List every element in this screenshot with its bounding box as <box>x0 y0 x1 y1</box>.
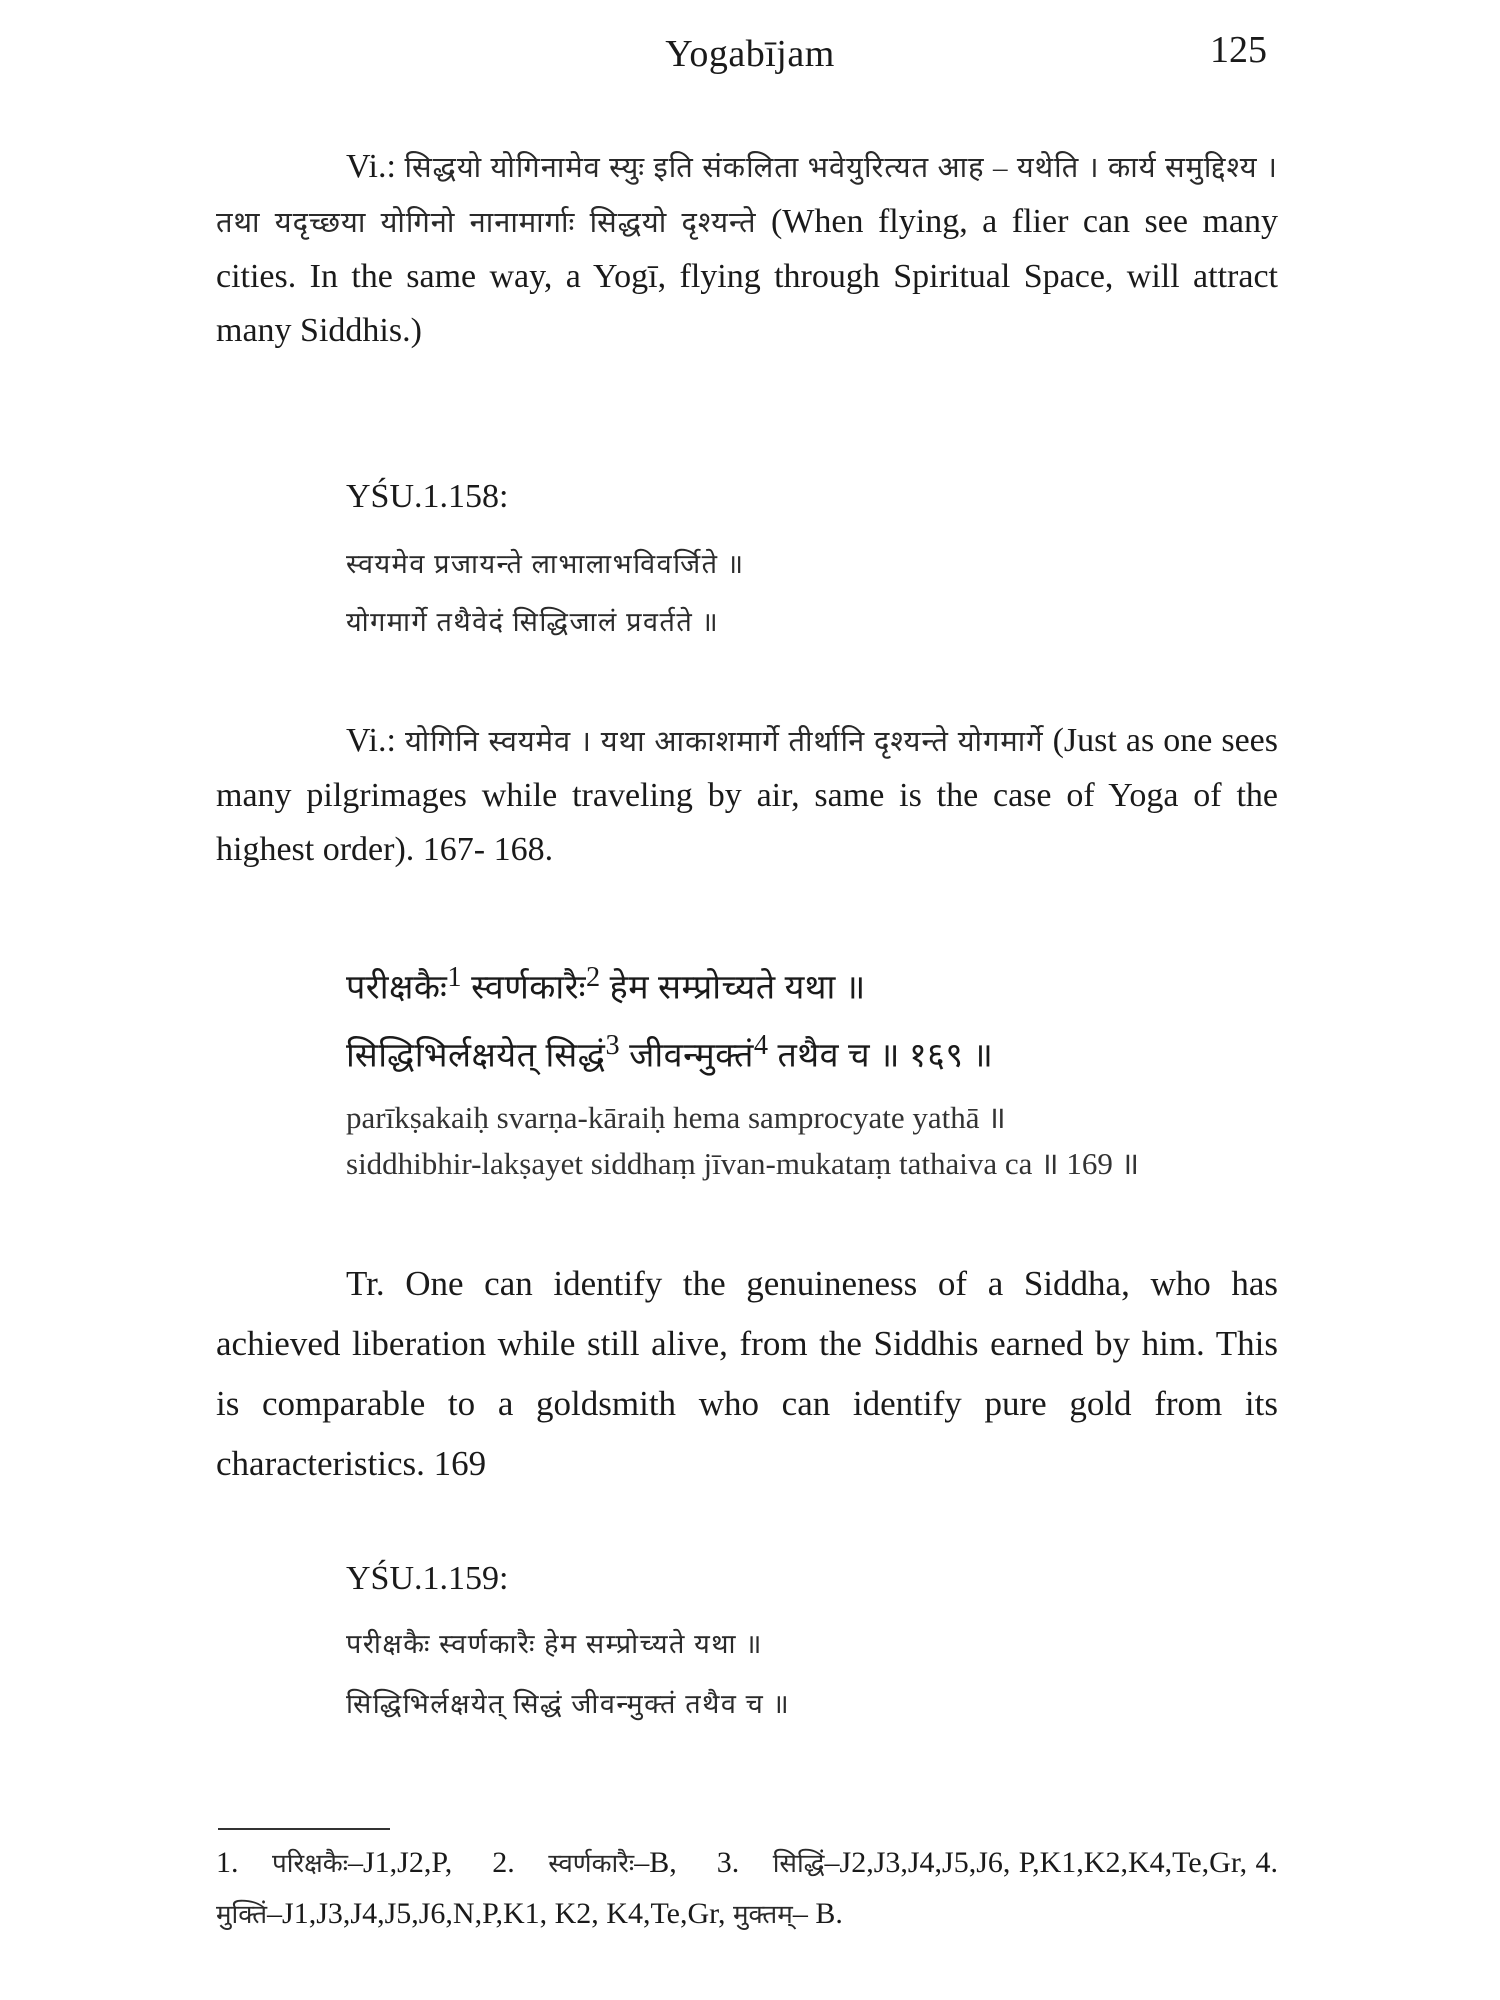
verse-158-line-1: स्वयमेव प्रजायन्ते लाभालाभविवर्जिते ॥ <box>346 549 745 579</box>
footnote-marker[interactable]: 3 <box>605 1030 621 1061</box>
footnote-divider <box>218 1828 390 1830</box>
verse-range-ref: 167- 168. <box>422 831 554 868</box>
commentary-lead: Vi.: <box>346 722 396 759</box>
translation-paragraph <box>216 1254 1278 1494</box>
verse-159-line-1: परीक्षकैः स्वर्णकारैः हेम सम्प्रोच्यते यथा ॥ <box>346 1629 763 1659</box>
footnotes: 1. परिक्षकैः–J1,J2,P, 2. स्वर्णकारैः–B, 3. सिद्धिं–J2,J3,J4,J5,J6, P,K1,K2,K4,Te,Gr, 4. मुक्तिं–J1,J3,J4,J5,J6,N,P,K1, K2, K4,Te,Gr, मुक्तम्– B. <box>216 1846 1279 1930</box>
footnote-marker[interactable]: 4 <box>753 1030 769 1061</box>
page-number: 125 <box>1210 29 1267 71</box>
commentary-paragraph-1 <box>216 140 1278 358</box>
verse-169-line-2: सिद्धिभिर्लक्षयेत् सिद्धं$^3$ जीवन्मुक्तं$^4$ तथैव च ॥ १६९ ॥ <box>346 1030 994 1075</box>
verse-reference-159: YŚU.1.159: <box>346 1560 509 1597</box>
commentary-paragraph-2 <box>216 714 1278 877</box>
verse-reference-158: YŚU.1.158: <box>346 478 509 515</box>
verse-169-line-1: परीक्षकैः$^1$ स्वर्णकारैः$^2$ हेम सम्प्रोच्यते यथा ॥ <box>346 962 866 1007</box>
running-title: Yogabījam <box>665 33 835 75</box>
commentary-english: (When flying, a flier can see many cities. In the same way, a Yogī, flying through Spiritual Space, will attract many Siddhis.) <box>216 203 1278 349</box>
commentary-sanskrit: योगिनि स्वयमेव । यथा आकाशमार्गे तीर्थानि दृश्यन्ते योगमार्गे <box>404 726 1044 758</box>
transliteration-line-2: siddhibhir-lakṣayet siddhaṃ jīvan-mukataṃ tathaiva ca ॥ 169 ॥ <box>346 1146 1140 1181</box>
verse-159-line-2: सिद्धिभिर्लक्षयेत् सिद्धं जीवन्मुक्तं तथैव च ॥ <box>346 1689 791 1719</box>
footnote-marker[interactable]: 2 <box>585 962 601 993</box>
commentary-lead: Vi.: <box>346 148 396 185</box>
transliteration-line-1: parīkṣakaiḥ svarṇa-kāraiḥ hema samprocyate yathā ॥ <box>346 1100 1006 1135</box>
footnote-marker[interactable]: 1 <box>447 962 463 993</box>
verse-158-line-2: योगमार्गे तथैवेदं सिद्धिजालं प्रवर्तते ॥ <box>346 607 720 637</box>
commentary-english: (Just as one sees many pilgrimages while traveling by air, same is the case of Yoga of the highest order). <box>216 722 1278 868</box>
translation-text: Tr. One can identify the genuineness of a Siddha, who has achieved liberation while still alive, from the Siddhis earned by him. This is comparable to a goldsmith who can identify pure gold from its characteristics. 169 <box>216 1264 1278 1483</box>
commentary-sanskrit: सिद्धयो योगिनामेव स्युः इति संकलिता भवेयुरित्यत आह – यथेति । कार्य समुद्दिश्य । तथा यदृच्छया योगिनो नानामार्गाः सिद्धयो दृश्यन्ते <box>216 152 1278 239</box>
